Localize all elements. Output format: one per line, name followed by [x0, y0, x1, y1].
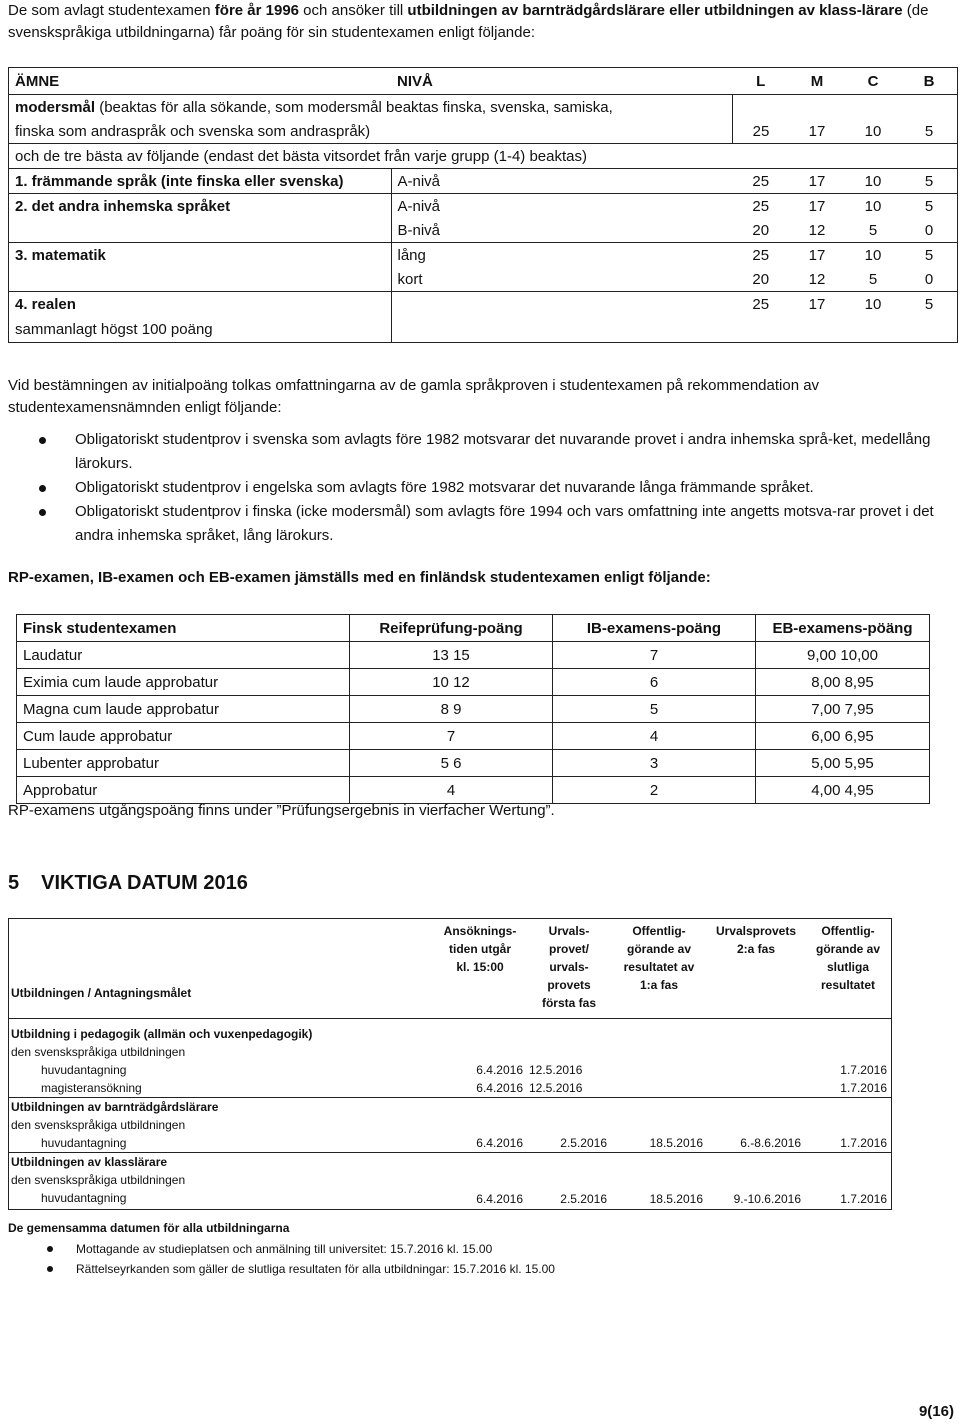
header-reifeprufung: Reifeprüfung-poäng: [350, 615, 553, 642]
date-cell: 6.4.2016: [476, 1192, 523, 1206]
group-subtitle: den svenskspråkiga utbildningen: [11, 1173, 186, 1187]
header-line: resultatet: [820, 978, 876, 992]
date-cell: 1.7.2016: [840, 1136, 887, 1150]
list-item-text: Obligatoriskt studentprov i svenska som avlagts före 1982 motsvarar det nuvarande provet i andra inhemska språ-ket, medellång lärokurs.: [75, 431, 931, 472]
list-item-text: Obligatoriskt studentprov i finska (icke modersmål) som avlagts före 1994 och vars omfattning inte angetts motsva-rar provet i det andra inhemska språket, lång lärokurs.: [75, 503, 934, 544]
ib-points: 2: [553, 777, 756, 804]
table-row: [17, 642, 930, 669]
intro-paragraph: [8, 0, 956, 44]
subject-name: 2. det andra inhemska språket: [9, 194, 392, 219]
group-title: Utbildningen av barnträdgårdslärare: [9, 1098, 892, 1117]
score-cell: 25: [733, 292, 790, 317]
score-cell: 0: [924, 221, 934, 239]
admission-type: huvudantagning: [41, 1063, 127, 1077]
score-cell: 10: [845, 194, 901, 219]
date-cell: 18.5.2016: [649, 1192, 703, 1206]
score-cell: 5: [868, 270, 878, 288]
table-row: [9, 1189, 892, 1210]
eb-points: 4,00 4,95: [756, 777, 930, 804]
date-cell: 9.-10.6.2016: [733, 1192, 801, 1206]
header-line: första fas: [541, 996, 597, 1010]
table-row: [17, 669, 930, 696]
header-line: tiden utgår: [449, 942, 511, 956]
header-first-phase-results: [611, 919, 707, 1019]
grade-name: Approbatur: [17, 777, 350, 804]
intro-text: (de svenskspråkiga utbildningarna) får poäng för sin studentexamen enligt följande:: [8, 2, 929, 41]
header-l: L: [733, 68, 790, 95]
score-cell: 25: [733, 119, 790, 144]
subject-points-table: [8, 67, 958, 343]
grade-name: Laudatur: [17, 642, 350, 669]
subject-level: A-nivå: [391, 194, 733, 219]
date-cell: 12.5.2016: [529, 1081, 583, 1095]
subject-level: kort: [391, 267, 733, 292]
score-cell: 5: [901, 292, 958, 317]
table-row: [9, 194, 958, 219]
best-three-note-row: [9, 144, 958, 169]
score-cell: 20: [752, 270, 770, 288]
group-sub-row: [9, 1043, 892, 1061]
score-cell: 5: [901, 243, 958, 268]
group-title-row: [9, 1153, 892, 1172]
section-title: VIKTIGA DATUM 2016: [41, 872, 248, 894]
eb-points: 9,00 10,00: [756, 642, 930, 669]
table-row: [17, 777, 930, 804]
header-line: görande av: [815, 942, 881, 956]
grade-name: Eximia cum laude approbatur: [17, 669, 350, 696]
intro-text: De som avlagt studentexamen: [8, 2, 215, 19]
header-line: 1:a fas: [639, 978, 679, 992]
header-line: Ansöknings-: [443, 924, 517, 938]
header-line: Urvals-: [548, 924, 590, 938]
date-cell: [611, 1079, 707, 1098]
header-application-deadline: [433, 919, 527, 1019]
table-row: [9, 169, 958, 194]
ib-points: 5: [553, 696, 756, 723]
header-line: slutliga: [826, 960, 869, 974]
group-sub-row: [9, 1116, 892, 1134]
table-header-row: [9, 919, 892, 1019]
header-second-phase: [707, 919, 805, 1019]
admission-type: huvudantagning: [41, 1136, 127, 1150]
date-cell: 6.4.2016: [476, 1081, 523, 1095]
intro-emphasis-programs: utbildningen av barnträdgårdslärare eller utbildningen av klass-lärare: [407, 2, 903, 19]
rp-note: RP-examens utgångspoäng finns under ”Prüfungsergebnis in vierfacher Wertung”.: [8, 802, 555, 819]
score-cell: 5: [868, 221, 878, 239]
mother-tongue-row-2: [9, 119, 958, 144]
subject-name: [9, 218, 392, 243]
list-item: [8, 500, 952, 548]
eb-points: 7,00 7,95: [756, 696, 930, 723]
header-line: resultatet av: [623, 960, 695, 974]
date-cell: [611, 1061, 707, 1079]
date-cell: 1.7.2016: [840, 1081, 887, 1095]
admission-type: huvudantagning: [41, 1191, 127, 1205]
score-cell: 12: [808, 221, 826, 239]
header-line: provet/: [548, 942, 589, 956]
header-finnish-exam: Finsk studentexamen: [17, 615, 350, 642]
score-cell: 5: [924, 122, 934, 140]
equivalence-heading: RP-examen, IB-examen och EB-examen jämställs med en finländsk studentexamen enligt följande:: [8, 569, 711, 586]
table-header-row: [17, 615, 930, 642]
list-item-text: Rättelseyrkanden som gäller de slutliga resultaten för alla utbildningar: 15.7.2016 kl. 15.00: [76, 1262, 555, 1276]
date-cell: 6.4.2016: [476, 1063, 523, 1077]
list-item: [8, 1259, 908, 1279]
table-row: [9, 292, 958, 317]
date-cell: [707, 1079, 805, 1098]
score-cell: 5: [901, 194, 958, 219]
group-sub-row: [9, 1171, 892, 1189]
date-cell: 2.5.2016: [560, 1136, 607, 1150]
section-number: 5: [8, 872, 20, 894]
ib-points: 3: [553, 750, 756, 777]
list-item: [8, 428, 952, 476]
admission-type: magisteransökning: [41, 1081, 142, 1095]
header-eb: EB-examens-pöäng: [756, 615, 930, 642]
eb-points: 6,00 6,95: [756, 723, 930, 750]
eb-points: 8,00 8,95: [756, 669, 930, 696]
score-cell: 10: [845, 169, 901, 194]
table-header-row: [9, 68, 958, 95]
score-cell: 17: [789, 194, 845, 219]
header-b: B: [901, 68, 958, 95]
group-subtitle: den svenskspråkiga utbildningen: [11, 1045, 186, 1059]
header-line: urvals-: [549, 960, 589, 974]
header-line: provets: [547, 978, 591, 992]
table-row: [17, 723, 930, 750]
date-cell: 12.5.2016: [529, 1063, 583, 1077]
score-cell: 17: [808, 122, 826, 140]
header-program: Utbildningen / Antagningsmålet: [9, 919, 434, 1019]
score-cell: 0: [924, 270, 934, 288]
list-item-text: Obligatoriskt studentprov i engelska som avlagts före 1982 motsvarar det nuvarande långa främmande språket.: [75, 479, 814, 496]
date-cell: [707, 1061, 805, 1079]
common-dates-heading: De gemensamma datumen för alla utbildningarna: [8, 1221, 290, 1235]
grade-name: Cum laude approbatur: [17, 723, 350, 750]
list-item: [8, 1239, 908, 1259]
subject-name: [9, 267, 392, 292]
score-cell: 25: [733, 243, 790, 268]
score-cell: 10: [864, 122, 882, 140]
score-cell: 25: [733, 194, 790, 219]
date-cell: 1.7.2016: [840, 1063, 887, 1077]
group-title: Utbildningen av klasslärare: [9, 1153, 892, 1172]
score-cell: 12: [808, 270, 826, 288]
score-cell: 17: [789, 169, 845, 194]
bullet-icon: [39, 509, 46, 516]
rp-points: 13 15: [350, 642, 553, 669]
ib-points: 7: [553, 642, 756, 669]
intro-emphasis-year: före år 1996: [214, 2, 300, 19]
header-subject: ÄMNE: [9, 68, 392, 95]
group-title: Utbildning i pedagogik (allmän och vuxenpedagogik): [11, 1027, 313, 1041]
subject-name: 4. realen: [9, 292, 392, 317]
table-row: [17, 696, 930, 723]
mother-tongue-row-1: [9, 95, 958, 120]
header-entrance-exam: [527, 919, 611, 1019]
page-number: 9(16): [918, 1403, 954, 1420]
initial-points-list: [8, 428, 952, 548]
header-ib: IB-examens-poäng: [553, 615, 756, 642]
subject-name: 3. matematik: [9, 243, 392, 268]
date-cell: 6.4.2016: [476, 1136, 523, 1150]
header-line: Offentlig-: [821, 924, 875, 938]
best-three-note: och de tre bästa av följande (endast det bästa vitsordet från varje grupp (1-4) beaktas): [9, 144, 958, 169]
header-line: kl. 15:00: [456, 960, 504, 974]
table-row: [9, 1134, 892, 1153]
table-row: [9, 1079, 892, 1098]
subject-level: lång: [391, 243, 733, 268]
total-note: sammanlagt högst 100 poäng: [15, 320, 213, 338]
date-cell: 6.-8.6.2016: [740, 1136, 801, 1150]
bullet-icon: [47, 1266, 53, 1272]
table-row: [9, 1061, 892, 1079]
section-heading: [8, 872, 248, 895]
mother-tongue-label: modersmål: [15, 98, 96, 116]
score-cell: 25: [733, 169, 790, 194]
header-c: C: [845, 68, 901, 95]
subject-level: B-nivå: [391, 218, 733, 243]
bullet-icon: [39, 437, 46, 444]
header-m: M: [789, 68, 845, 95]
ib-points: 6: [553, 669, 756, 696]
header-level: NIVÅ: [391, 68, 733, 95]
score-cell: 17: [789, 243, 845, 268]
intro-text: och ansöker till: [299, 2, 408, 19]
table-row: [9, 267, 958, 292]
list-item-text: Mottagande av studieplatsen och anmälning till universitet: 15.7.2016 kl. 15.00: [76, 1242, 493, 1256]
score-cell: 5: [901, 169, 958, 194]
rp-points: 7: [350, 723, 553, 750]
table-row: [17, 750, 930, 777]
header-line: Offentlig-: [632, 924, 686, 938]
grade-name: Lubenter approbatur: [17, 750, 350, 777]
rp-points: 4: [350, 777, 553, 804]
score-cell: 20: [752, 221, 770, 239]
score-cell: 17: [789, 292, 845, 317]
table-row: [9, 243, 958, 268]
list-item: [8, 476, 952, 500]
rp-points: 10 12: [350, 669, 553, 696]
initial-points-paragraph: Vid bestämningen av initialpoäng tolkas omfattningarna av de gamla språkproven i studentexamen på rekommendation av studentexamensnämnden enligt följande:: [8, 377, 820, 416]
header-line: 2:a fas: [736, 942, 776, 956]
equivalence-table: [16, 614, 930, 804]
header-final-results: [805, 919, 892, 1019]
table-row: [9, 218, 958, 243]
date-cell: 2.5.2016: [560, 1192, 607, 1206]
grade-name: Magna cum laude approbatur: [17, 696, 350, 723]
mother-tongue-text: finska som andraspråk och svenska som andraspråk): [15, 122, 371, 140]
important-dates-table: [8, 918, 892, 1210]
rp-points: 8 9: [350, 696, 553, 723]
eb-points: 5,00 5,95: [756, 750, 930, 777]
header-line: görande av: [626, 942, 692, 956]
header-line: Urvalsprovets: [715, 924, 797, 938]
ib-points: 4: [553, 723, 756, 750]
date-cell: 1.7.2016: [840, 1192, 887, 1206]
date-cell: 18.5.2016: [649, 1136, 703, 1150]
score-cell: 10: [845, 292, 901, 317]
group-subtitle: den svenskspråkiga utbildningen: [11, 1118, 186, 1132]
subject-level: A-nivå: [391, 169, 733, 194]
common-dates-list: [8, 1239, 908, 1279]
subject-name: 1. främmande språk (inte finska eller svenska): [9, 169, 392, 194]
group-title-row: [9, 1019, 892, 1044]
bullet-icon: [39, 485, 46, 492]
group-title-row: [9, 1098, 892, 1117]
score-cell: 10: [845, 243, 901, 268]
bullet-icon: [47, 1246, 53, 1252]
subject-level: [391, 292, 733, 343]
rp-points: 5 6: [350, 750, 553, 777]
mother-tongue-text: (beaktas för alla sökande, som modersmål beaktas finska, svenska, samiska,: [99, 98, 613, 116]
